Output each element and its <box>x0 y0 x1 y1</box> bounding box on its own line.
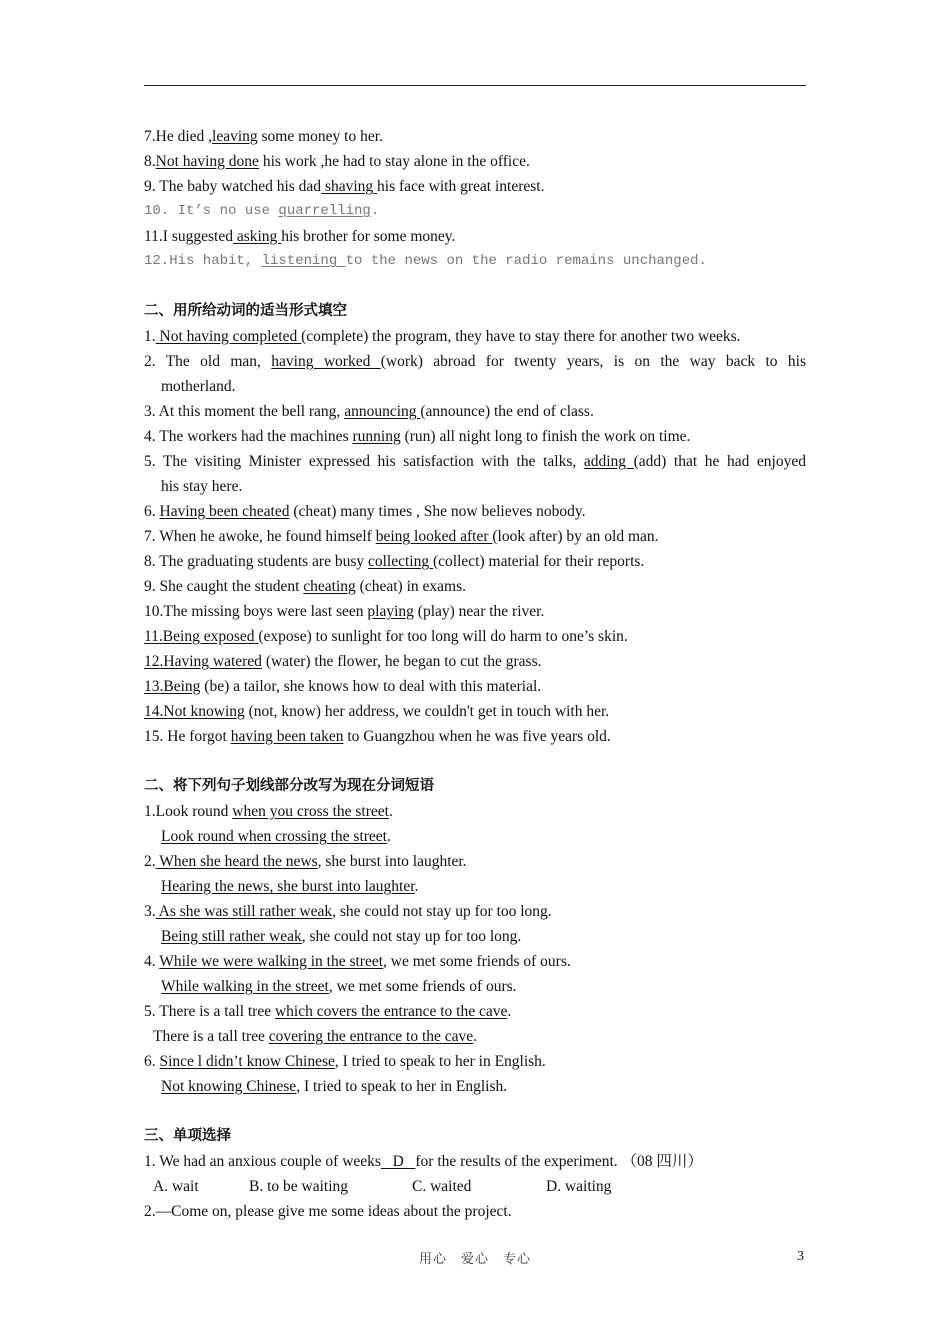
exercise-3: 3. At this moment the bell rang, announcing (announce) the end of class. <box>144 403 594 420</box>
sentence-8: 8.Not having done his work ,he had to stay alone in the office. <box>144 153 530 170</box>
rewrite-5-answer: There is a tall tree covering the entrance to the cave. <box>153 1028 478 1045</box>
option-c: C. waited <box>412 1178 472 1195</box>
exercise-8: 8. The graduating students are busy collecting (collect) material for their reports. <box>144 553 645 570</box>
exercise-9: 9. She caught the student cheating (cheat) in exams. <box>144 578 466 595</box>
choice-question-1: 1. We had an anxious couple of weeks D for the results of the experiment. （08 四川） <box>144 1153 703 1170</box>
sentence-9: 9. The baby watched his dad shaving his face with great interest. <box>144 178 545 195</box>
exercise-15: 15. He forgot having been taken to Guangzhou when he was five years old. <box>144 728 611 745</box>
exercise-12: 12.Having watered (water) the flower, he began to cut the grass. <box>144 653 542 670</box>
exercise-10: 10.The missing boys were last seen playing (play) near the river. <box>144 603 545 620</box>
sentence-7: 7.He died ,leaving some money to her. <box>144 128 383 145</box>
exercise-14: 14.Not knowing (not, know) her address, we couldn't get in touch with her. <box>144 703 610 720</box>
header-rule <box>144 85 806 86</box>
rewrite-3-answer: Being still rather weak, she could not stay up for too long. <box>161 928 522 945</box>
rewrite-2-answer: Hearing the news, she burst into laughter. <box>161 878 419 895</box>
rewrite-4-original: 4. While we were walking in the street, we met some friends of ours. <box>144 953 571 970</box>
footer-motto: 用心 爱心 专心 <box>418 1252 531 1267</box>
exercise-7: 7. When he awoke, he found himself being looked after (look after) by an old man. <box>144 528 659 545</box>
sentence-12: 12.His habit, listening to the news on the radio remains unchanged. <box>144 253 707 269</box>
exercise-2: 2. The old man, having worked (work) abroad for twenty years, is on the way back to his <box>144 353 806 370</box>
exercise-4: 4. The workers had the machines running (run) all night long to finish the work on time. <box>144 428 691 445</box>
exercise-11: 11.Being exposed (expose) to sunlight for too long will do harm to one’s skin. <box>144 628 628 645</box>
rewrite-2-original: 2. When she heard the news, she burst into laughter. <box>144 853 467 870</box>
choice-question-2: 2.—Come on, please give me some ideas about the project. <box>144 1203 512 1220</box>
section-heading-fill-in: 二、用所给动词的适当形式填空 <box>144 303 347 319</box>
option-a: A. wait <box>153 1178 199 1195</box>
document-body <box>144 124 806 1224</box>
choice-options <box>144 1174 806 1199</box>
option-d: D. waiting <box>546 1178 612 1195</box>
sentence-10: 10. It’s no use quarrelling. <box>144 203 380 219</box>
exercise-2-continued: motherland. <box>161 378 236 395</box>
rewrite-3-original: 3. As she was still rather weak, she could not stay up for too long. <box>144 903 552 920</box>
page-number: 3 <box>797 1249 804 1264</box>
section-heading-rewrite: 二、将下列句子划线部分改写为现在分词短语 <box>144 778 434 794</box>
section-heading-multiple-choice: 三、单项选择 <box>144 1128 231 1144</box>
rewrite-4-answer: While walking in the street, we met some friends of ours. <box>161 978 517 995</box>
option-b: B. to be waiting <box>249 1178 349 1195</box>
exercise-5: 5. The visiting Minister expressed his satisfaction with the talks, adding (add) that he had enjoyed <box>144 453 806 470</box>
rewrite-6-answer: Not knowing Chinese, I tried to speak to her in English. <box>161 1078 508 1095</box>
exercise-5-continued: his stay here. <box>161 478 243 495</box>
exercise-6: 6. Having been cheated (cheat) many times , She now believes nobody. <box>144 503 586 520</box>
rewrite-1-answer: Look round when crossing the street. <box>161 828 391 845</box>
sentence-11: 11.I suggested asking his brother for some money. <box>144 228 456 245</box>
rewrite-5-original: 5. There is a tall tree which covers the entrance to the cave. <box>144 1003 512 1020</box>
rewrite-1-original: 1.Look round when you cross the street. <box>144 803 393 820</box>
exercise-13: 13.Being (be) a tailor, she knows how to deal with this material. <box>144 678 542 695</box>
exercise-1: 1. Not having completed (complete) the program, they have to stay there for another two weeks. <box>144 328 741 345</box>
rewrite-6-original: 6. Since l didn’t know Chinese, I tried to speak to her in English. <box>144 1053 546 1070</box>
